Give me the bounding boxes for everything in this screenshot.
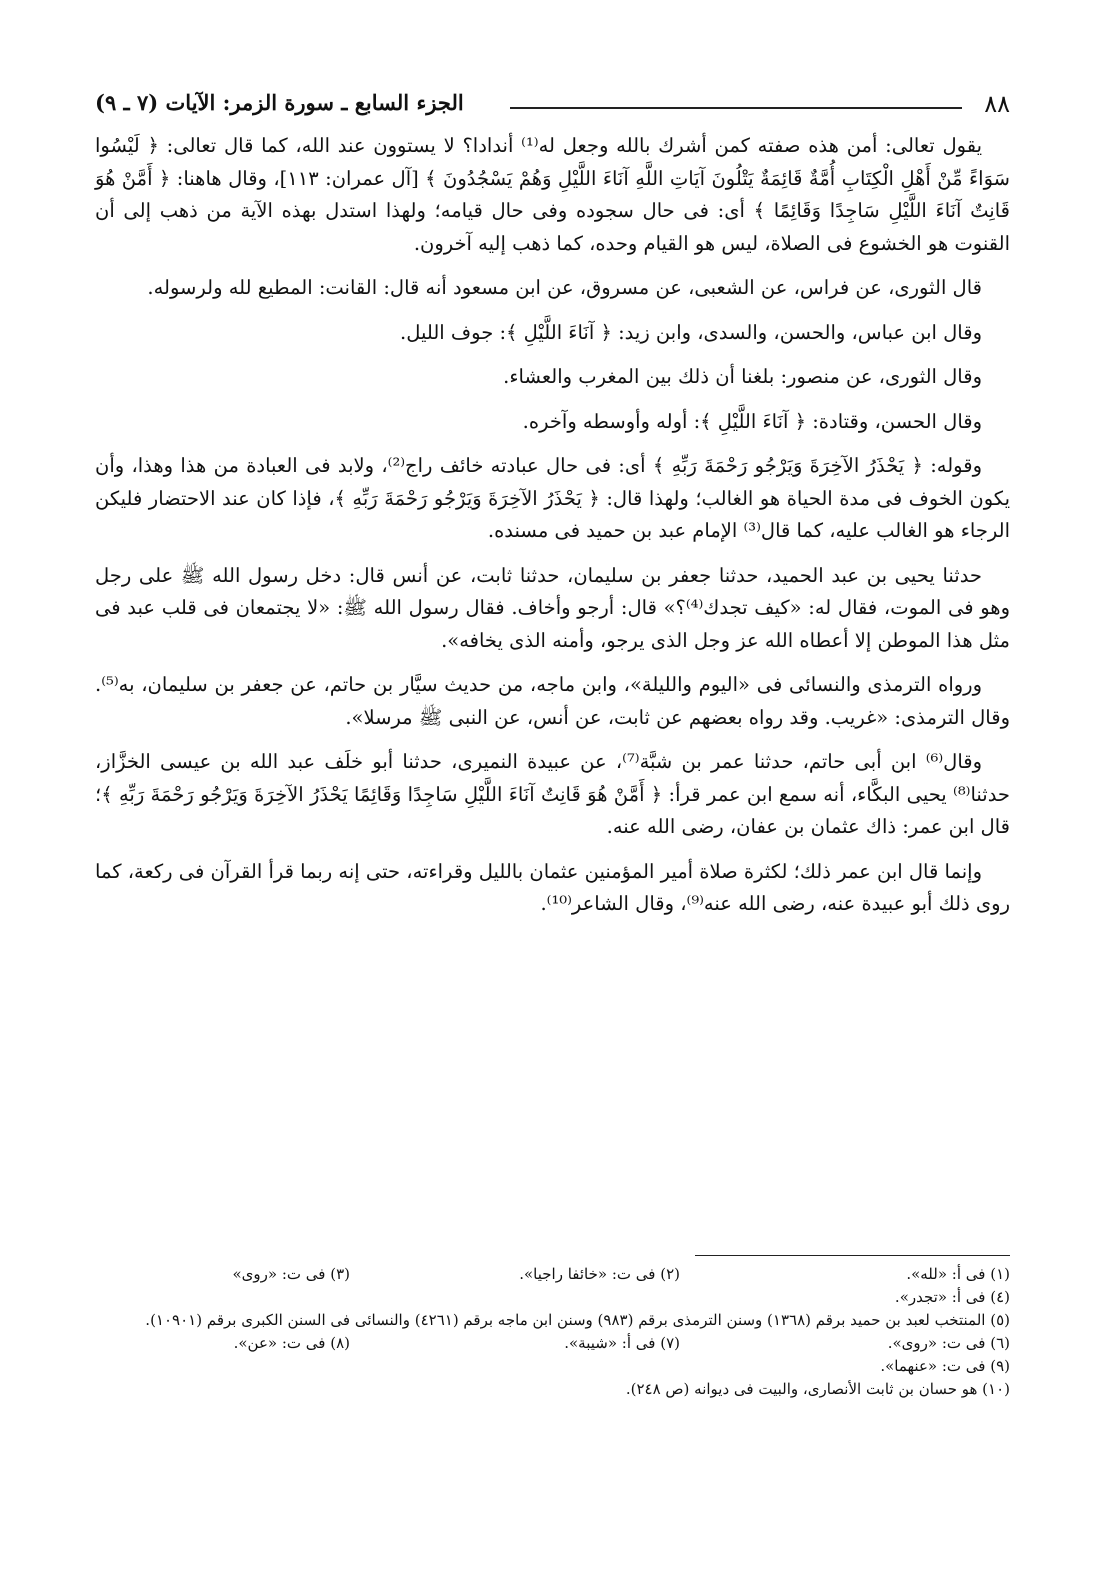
footnote-rule bbox=[695, 1255, 1010, 1256]
footnote-8: (٨) فى ت: «عن». bbox=[233, 1334, 350, 1352]
paragraph-10: وإنما قال ابن عمر ذلك؛ لكثرة صلاة أمير المؤمنين عثمان بالليل وقراءته، حتى إنه ربما قرأ القرآن فى ركعة، كما روى ذلك أبو عبيدة عنه، رضى الله عنه⁽⁹⁾، وقال الشاعر⁽¹⁰⁾. bbox=[95, 859, 1010, 915]
footnote-1: (١) فى أ: «لله». bbox=[906, 1265, 1010, 1283]
footnote-row bbox=[95, 1332, 1010, 1355]
paragraph-3: وقال ابن عباس، والحسن، والسدى، وابن زيد: ﴿ آنَاءَ اللَّيْلِ ﴾: جوف الليل. bbox=[400, 320, 982, 344]
footnote-row bbox=[95, 1286, 1010, 1309]
paragraph-9: وقال⁽⁶⁾ ابن أبى حاتم، حدثنا عمر بن شبَّة⁽⁷⁾، عن عبيدة النميرى، حدثنا أبو خلَف عبد الله بن عيسى الخزَّاز، حدثنا⁽⁸⁾ يحيى البكَّاء، أنه سمع ابن عمر قرأ: ﴿ أَمَّنْ هُوَ قَانِتٌ آنَاءَ اللَّيْلِ سَاجِدًا وَقَائِمًا يَحْذَرُ الآخِرَةَ وَيَرْجُو رَحْمَةَ رَبِّهِ ﴾؛ قال ابن عمر: ذاك عثمان بن عفان، رضى الله عنه. bbox=[95, 750, 1010, 838]
paragraph-7: حدثنا يحيى بن عبد الحميد، حدثنا جعفر بن سليمان، حدثنا ثابت، عن أنس قال: دخل رسول الله ﷺ على رجل وهو فى الموت، فقال له: «كيف تجدك⁽⁴⁾؟» قال: أرجو وأخاف. فقال رسول الله ﷺ: «لا يجتمعان فى قلب عبد فى مثل هذا الموطن إلا أعطاه الله عز وجل الذى يرجو، وأمنه الذى يخافه». bbox=[95, 563, 1011, 652]
paragraph-4: وقال الثورى، عن منصور: بلغنا أن ذلك بين المغرب والعشاء. bbox=[503, 365, 982, 388]
footnotes bbox=[95, 1263, 1010, 1401]
footnote-10: (١٠) هو حسان بن ثابت الأنصارى، والبيت فى ديوانه (ص ٢٤٨). bbox=[625, 1380, 1010, 1398]
paragraph-5: وقال الحسن، وقتادة: ﴿ آنَاءَ اللَّيْلِ ﴾: أوله وأوسطه وآخره. bbox=[522, 409, 982, 433]
footnote-4: (٤) فى أ: «تجدر». bbox=[894, 1288, 1010, 1306]
footnote-row bbox=[95, 1263, 1010, 1286]
running-title: الجزء السابع ـ سورة الزمر: الآيات (٧ ـ ٩) bbox=[95, 90, 464, 115]
running-header bbox=[95, 90, 1010, 130]
footnote-9: (٩) فى ت: «عنهما». bbox=[880, 1357, 1010, 1375]
page-number: ٨٨ bbox=[984, 90, 1010, 118]
page-body bbox=[95, 90, 1010, 921]
paragraph-2: قال الثورى، عن فراس، عن الشعبى، عن مسروق، عن ابن مسعود أنه قال: القانت: المطيع لله ولرسوله. bbox=[147, 276, 982, 299]
paragraph-8: ورواه الترمذى والنسائى فى «اليوم والليلة»، وابن ماجه، من حديث سيَّار بن حاتم، عن جعفر بن سليمان، به⁽⁵⁾. وقال الترمذى: «غريب. وقد رواه بعضهم عن ثابت، عن أنس، عن النبى ﷺ مرسلا». bbox=[95, 673, 1010, 729]
footnote-3: (٣) فى ت: «روى» bbox=[232, 1265, 350, 1283]
footnote-5: (٥) المنتخب لعبد بن حميد برقم (١٣٦٨) وسنن الترمذى برقم (٩٨٣) وسنن ابن ماجه برقم (٤٢٦١) والنسائى فى السنن الكبرى برقم (١٠٩٠١). bbox=[145, 1311, 1010, 1329]
footnote-6: (٦) فى ت: «روى». bbox=[887, 1334, 1010, 1352]
header-rule bbox=[510, 107, 962, 109]
paragraph-6: وقوله: ﴿ يَحْذَرُ الآخِرَةَ وَيَرْجُو رَحْمَةَ رَبِّهِ ﴾ أى: فى حال عبادته خائف راج⁽²⁾، ولابد فى العبادة من هذا وهذا، وأن يكون الخوف فى مدة الحياة هو الغالب؛ ولهذا قال: ﴿ يَحْذَرُ الآخِرَةَ وَيَرْجُو رَحْمَةَ رَبِّهِ ﴾، فإذا كان عند الاحتضار فليكن الرجاء هو الغالب عليه، كما قال⁽³⁾ الإمام عبد بن حميد فى مسنده. bbox=[95, 454, 1010, 542]
footnote-2: (٢) فى ت: «خائفا راجيا». bbox=[519, 1265, 680, 1283]
paragraph-1: يقول تعالى: أمن هذه صفته كمن أشرك بالله وجعل له⁽¹⁾ أندادا؟ لا يستوون عند الله، كما قال تعالى: ﴿ لَيْسُوا سَوَاءً مِّنْ أَهْلِ الْكِتَابِ أُمَّةٌ قَائِمَةٌ يَتْلُونَ آيَاتِ اللَّهِ آنَاءَ اللَّيْلِ وَهُمْ يَسْجُدُونَ ﴾ [آل عمران: ١١٣]، وقال هاهنا: ﴿ أَمَّنْ هُوَ قَانِتٌ آنَاءَ اللَّيْلِ سَاجِدًا وَقَائِمًا ﴾ أى: فى حال سجوده وفى حال قيامه؛ ولهذا استدل بهذه الآية من ذهب إلى أن القنوت هو الخشوع فى الصلاة، ليس هو القيام وحده، كما ذهب إليه آخرون. bbox=[95, 134, 1010, 255]
footnote-7: (٧) فى أ: «شيبة». bbox=[564, 1334, 680, 1352]
